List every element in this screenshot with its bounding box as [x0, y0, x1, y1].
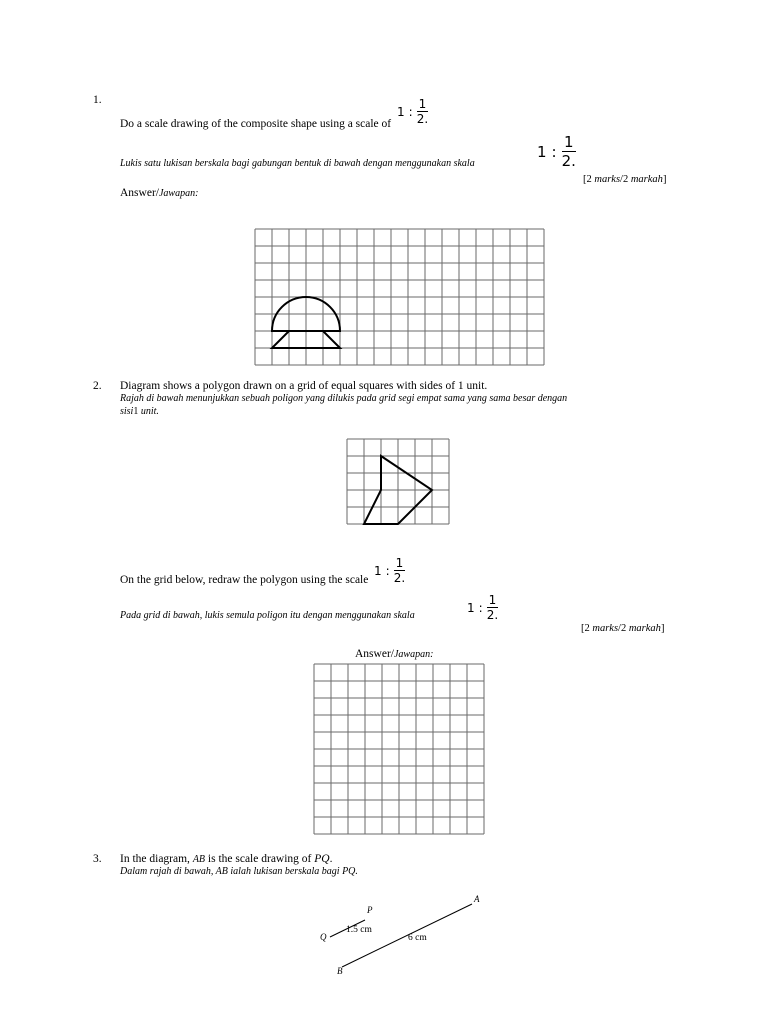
- q3-text-ms: [120, 866, 358, 877]
- q1-grid-figure: [255, 229, 544, 365]
- q1-marks: [583, 174, 666, 185]
- q1-text-ms: Lukis satu lukisan berskala bagi gabungan bentuk di bawah dengan menggunakan skala: [120, 158, 475, 169]
- scale-denominator: 2.: [416, 112, 429, 126]
- scale-ratio: 1: [467, 600, 475, 615]
- q2-redraw-ms: Pada grid di bawah, lukis semula poligon itu dengan menggunakan skala: [120, 610, 415, 621]
- scale-denominator: 2.: [486, 608, 499, 622]
- q3-text-en: [120, 853, 332, 865]
- q3-en-end: .: [329, 853, 333, 865]
- q2-marks: [581, 623, 664, 634]
- scale-denominator: 2.: [561, 152, 576, 170]
- scale-numerator: 1: [563, 133, 574, 151]
- q3-en-mid: is the scale drawing of: [205, 853, 315, 865]
- q1-scale-ms: [537, 133, 576, 170]
- q1-answer-label: [120, 187, 198, 199]
- q3-ms-end: .: [355, 866, 358, 877]
- label-p: P: [367, 905, 373, 915]
- q3-number: 3.: [93, 853, 102, 865]
- q2-text-ms-line2: [120, 406, 159, 417]
- q1-text-en: Do a scale drawing of the composite shape using a scale of: [120, 118, 392, 130]
- answer-en: Answer/: [120, 187, 159, 199]
- label-q: Q: [320, 932, 327, 942]
- q2-scale-ms: [467, 593, 498, 622]
- marks-ms: markah: [630, 174, 663, 185]
- q3-ms-mid: ialah lukisan berskala bagi: [227, 866, 343, 877]
- scale-separator: :: [478, 600, 483, 615]
- scale-fraction: [562, 133, 576, 170]
- scale-fraction: [417, 97, 428, 126]
- marks-en: marks: [592, 623, 619, 634]
- q2-polygon-figure: [347, 439, 449, 524]
- scale-numerator: 1: [488, 593, 497, 607]
- scale-denominator: 2.: [393, 571, 406, 585]
- scale-separator: :: [551, 142, 557, 161]
- scale-fraction: [487, 593, 498, 622]
- q3-ms-pre: Dalam rajah di bawah,: [120, 866, 216, 877]
- scale-numerator: 1: [395, 556, 404, 570]
- scale-numerator: 1: [418, 97, 427, 111]
- marks-slash: /2: [618, 623, 629, 634]
- scale-ratio: 1: [537, 142, 547, 161]
- q2-scale-en: [374, 556, 405, 585]
- q3-en-ab: AB: [192, 854, 206, 865]
- pq-length-label: 1.5 cm: [346, 925, 372, 935]
- q3-ms-pq: PQ: [342, 866, 356, 877]
- scale-ratio: 1: [397, 104, 405, 119]
- q3-en-pre: In the diagram,: [120, 853, 193, 865]
- marks-open: [2: [581, 623, 593, 634]
- marks-en: marks: [594, 174, 621, 185]
- scale-separator: :: [408, 104, 413, 119]
- scale-separator: :: [385, 563, 390, 578]
- label-b: B: [337, 966, 343, 976]
- q2-answer-label: [355, 648, 433, 660]
- marks-open: [2: [583, 174, 595, 185]
- scale-ratio: 1: [374, 563, 382, 578]
- ab-length-label: 6 cm: [408, 933, 427, 943]
- q2-grid: [347, 439, 449, 524]
- q3-ms-ab: AB: [215, 866, 228, 877]
- q1-number: 1.: [93, 94, 102, 106]
- answer-ms: Jawapan:: [158, 188, 199, 199]
- ms-sisi: sisi: [120, 406, 134, 417]
- label-a: A: [474, 894, 480, 904]
- ms-unit: unit.: [140, 406, 159, 417]
- q3-en-pq: PQ: [314, 853, 330, 865]
- q2-text-ms-line1: Rajah di bawah menunjukkan sebuah poligon yang dilukis pada grid segi empat sama yang sama besar dengan: [120, 393, 568, 404]
- q2-number: 2.: [93, 380, 102, 392]
- marks-close: ]: [660, 623, 665, 634]
- answer-ms: Jawapan:: [393, 649, 434, 660]
- answer-en: Answer/: [355, 648, 394, 660]
- marks-ms: markah: [628, 623, 661, 634]
- ms-one: 1: [133, 406, 141, 417]
- line-ab: [342, 904, 472, 967]
- q2-text-en: Diagram shows a polygon drawn on a grid of equal squares with sides of 1 unit.: [120, 380, 488, 392]
- scale-fraction: [394, 556, 405, 585]
- marks-close: ]: [662, 174, 667, 185]
- q2-answer-grid: [314, 664, 484, 834]
- q1-scale-en: [397, 97, 428, 126]
- marks-slash: /2: [620, 174, 631, 185]
- q2-redraw-en: On the grid below, redraw the polygon using the scale: [120, 574, 369, 586]
